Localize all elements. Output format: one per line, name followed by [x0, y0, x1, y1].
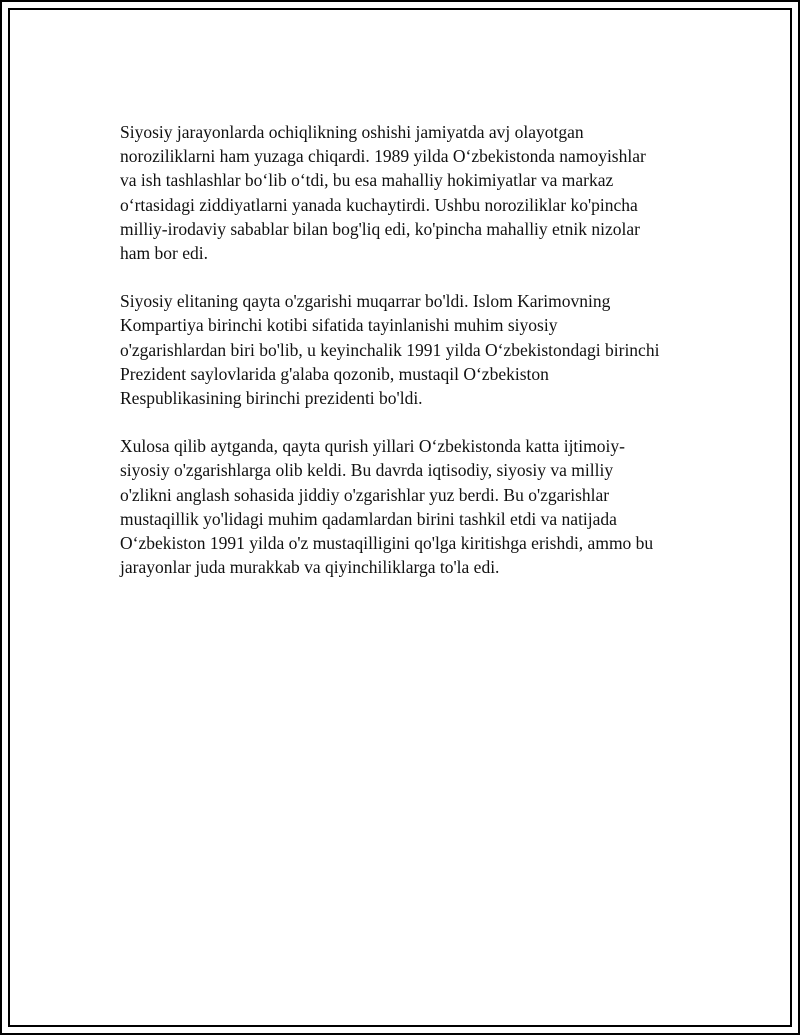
- paragraph-2: [120, 289, 700, 410]
- text-line: milliy-irodaviy sabablar bilan bog'liq edi, ko'pincha mahalliy etnik nizolar: [120, 218, 640, 239]
- text-line: jarayonlar juda murakkab va qiyinchiliklarga to'la edi.: [120, 557, 500, 578]
- text-line: Kompartiya birinchi kotibi sifatida tayinlanishi muhim siyosiy: [120, 315, 558, 336]
- text-line: Prezident saylovlarida g'alaba qozonib, mustaqil O‘zbekiston: [120, 363, 549, 384]
- text-line: Siyosiy elitaning qayta o'zgarishi muqarrar bo'ldi. Islom Karimovning: [120, 291, 611, 312]
- text-line: Siyosiy jarayonlarda ochiqlikning oshishi jamiyatda avj olayotgan: [120, 122, 584, 142]
- text-line: noroziliklarni ham yuzaga chiqardi. 1989 yilda O‘zbekistonda namoyishlar: [120, 146, 646, 167]
- text-line: o‘rtasidagi ziddiyatlarni yanada kuchaytirdi. Ushbu noroziliklar ko'pincha: [120, 194, 638, 215]
- text-line: siyosiy o'zgarishlarga olib keldi. Bu davrda iqtisodiy, siyosiy va milliy: [120, 460, 614, 481]
- document-body: [120, 120, 700, 603]
- paragraph-1: [120, 120, 700, 265]
- text-line: ham bor edi.: [120, 243, 208, 264]
- text-line: Respublikasining birinchi prezidenti bo'ldi.: [120, 388, 423, 409]
- text-line: o'zlikni anglash sohasida jiddiy o'zgarishlar yuz berdi. Bu o'zgarishlar: [120, 484, 610, 505]
- text-line: va ish tashlashlar bo‘lib o‘tdi, bu esa mahalliy hokimiyatlar va markaz: [120, 170, 614, 191]
- text-line: mustaqillik yo'lidagi muhim qadamlardan birini tashkil etdi va natijada: [120, 508, 617, 529]
- text-line: O‘zbekiston 1991 yilda o'z mustaqilligini qo'lga kiritishga erishdi, ammo bu: [120, 533, 654, 554]
- text-line: o'zgarishlardan biri bo'lib, u keyinchalik 1991 yilda O‘zbekistondagi birinchi: [120, 339, 660, 360]
- paragraph-3: [120, 434, 700, 579]
- text-line: Xulosa qilib aytganda, qayta qurish yillari O‘zbekistonda katta ijtimoiy-: [120, 436, 625, 457]
